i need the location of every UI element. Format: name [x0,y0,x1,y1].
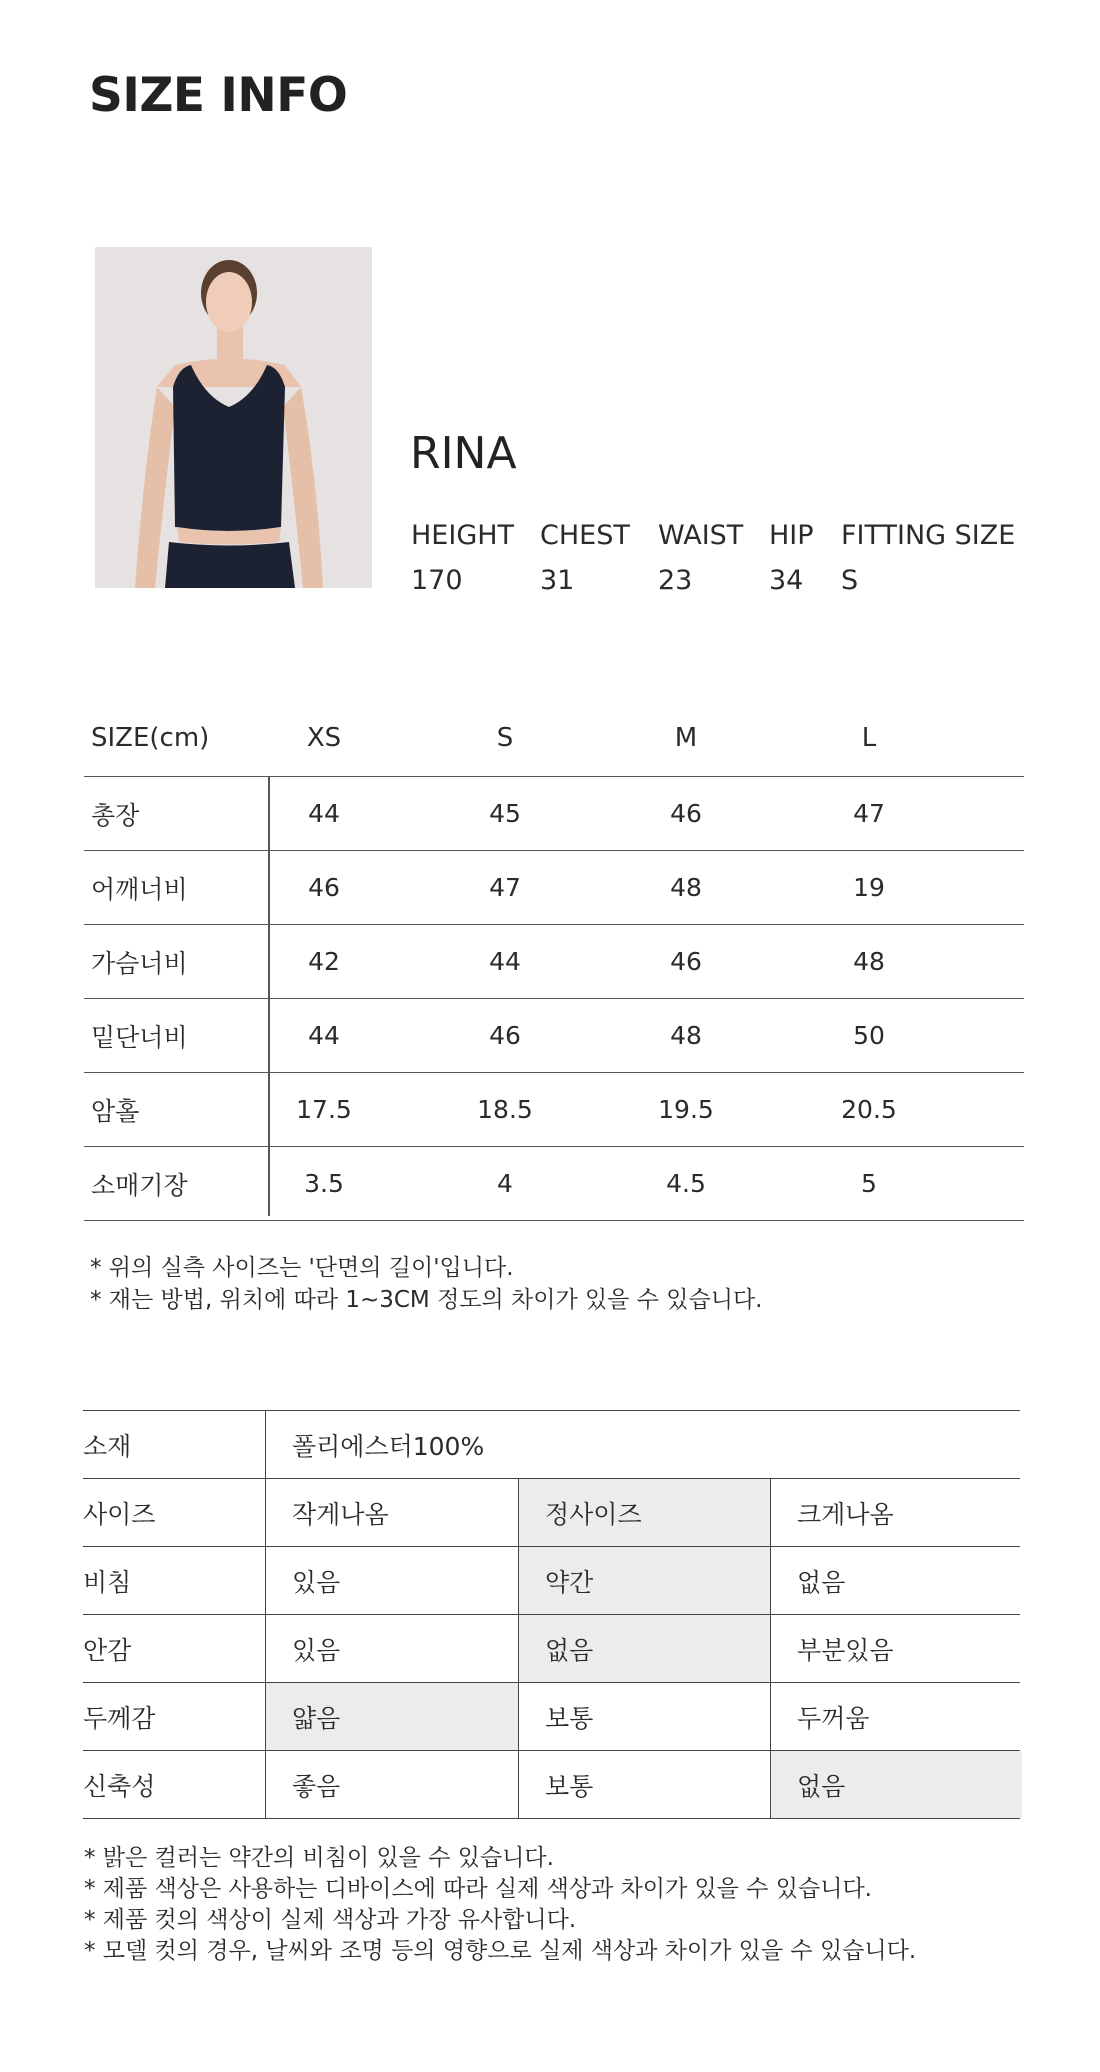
fabric-row [83,1615,1020,1683]
size-notes [90,1252,762,1316]
table-cell: 20.5 [841,1095,897,1124]
fabric-row [83,1547,1020,1615]
row-label: 총장 [91,800,140,830]
table-cell: 44 [308,799,340,828]
table-cell: 44 [489,947,521,976]
table-cell: 46 [670,799,702,828]
measure-label: FITTING SIZE [841,520,1016,551]
material-value: 폴리에스터100% [292,1431,485,1461]
model-photo [95,247,372,588]
fabric-option: 약간 [518,1547,770,1614]
model-measure-chest [540,520,630,596]
measure-label: HIP [769,520,814,551]
table-cell: 46 [489,1021,521,1050]
note-line: * 재는 방법, 위치에 따라 1~3CM 정도의 차이가 있을 수 있습니다. [90,1287,763,1313]
model-illustration [95,247,372,588]
fabric-option: 얇음 [266,1683,518,1750]
header-cell: SIZE(cm) [91,723,210,753]
table-row [84,777,1024,851]
row-label: 어깨너비 [91,874,188,904]
table-cell: 42 [308,947,340,976]
row-label: 밑단너비 [91,1022,188,1052]
table-cell: 47 [853,799,885,828]
header-cell: XS [306,723,342,753]
table-cell: 46 [308,873,340,902]
fabric-option: 보통 [518,1751,770,1818]
measure-value: 31 [540,565,575,596]
fabric-row-material [83,1411,1020,1479]
measure-label: HEIGHT [411,520,515,551]
row-label: 가슴너비 [91,948,188,978]
row-label: 안감 [83,1615,266,1682]
table-row [84,999,1024,1073]
measure-value: 23 [658,565,693,596]
table-cell: 17.5 [296,1095,352,1124]
table-row [84,1147,1024,1221]
size-table [84,700,1024,1221]
table-cell: 45 [489,799,521,828]
table-row [84,925,1024,999]
fabric-option: 두꺼움 [770,1683,1022,1750]
page-title: SIZE INFO [89,68,348,123]
row-label: 소매기장 [91,1170,188,1200]
row-label: 사이즈 [83,1479,266,1546]
table-row [84,851,1024,925]
note-line: * 제품 컷의 색상이 실제 색상과 가장 유사합니다. [84,1907,577,1933]
measure-value: 34 [769,565,804,596]
fabric-option: 있음 [292,1635,341,1665]
model-measure-fitting-size [841,520,1015,596]
header-cell: S [496,723,514,753]
fabric-option: 없음 [518,1615,770,1682]
note-line: * 밝은 컬러는 약간의 비침이 있을 수 있습니다. [84,1845,554,1871]
row-label: 암홀 [91,1096,140,1126]
table-cell: 50 [853,1021,885,1050]
row-label: 신축성 [83,1751,266,1818]
fabric-option: 없음 [770,1751,1022,1818]
model-measure-height [411,520,514,596]
table-cell: 48 [670,873,702,902]
table-cell: 47 [489,873,521,902]
fabric-row [83,1479,1020,1547]
fabric-table [83,1410,1020,1819]
fabric-row [83,1683,1020,1751]
row-label: 두께감 [83,1683,266,1750]
model-measure-hip [769,520,814,596]
table-cell: 5 [861,1169,877,1198]
note-line: * 모델 컷의 경우, 날씨와 조명 등의 영향으로 실제 색상과 차이가 있을 수 있습니다. [84,1938,917,1964]
header-cell: L [861,723,877,753]
table-cell: 18.5 [477,1095,533,1124]
header-cell: M [674,723,698,753]
table-cell: 4.5 [666,1169,706,1198]
fabric-option: 부분있음 [770,1615,1022,1682]
fabric-option: 정사이즈 [518,1479,770,1546]
note-line: * 제품 색상은 사용하는 디바이스에 따라 실제 색상과 차이가 있을 수 있습니다. [84,1876,872,1902]
table-cell: 3.5 [304,1169,344,1198]
fabric-row [83,1751,1020,1819]
table-cell: 48 [670,1021,702,1050]
fabric-option: 좋음 [292,1771,341,1801]
table-cell: 44 [308,1021,340,1050]
table-row [84,1073,1024,1147]
fabric-notes [84,1843,916,1967]
fabric-option: 크게나옴 [770,1479,1022,1546]
table-cell: 48 [853,947,885,976]
measure-label: WAIST [658,520,744,551]
fabric-option: 작게나옴 [292,1499,389,1529]
measure-label: CHEST [540,520,630,551]
model-measure-waist [658,520,743,596]
fabric-option: 있음 [292,1567,341,1597]
fabric-option: 없음 [770,1547,1022,1614]
table-cell: 46 [670,947,702,976]
row-label: 소재 [83,1411,266,1478]
table-cell: 19.5 [658,1095,714,1124]
model-name: RINA [410,428,517,479]
table-cell: 4 [497,1169,513,1198]
row-label: 비침 [83,1547,266,1614]
note-line: * 위의 실측 사이즈는 '단면의 길이'입니다. [90,1255,514,1281]
measure-value: 170 [411,565,463,596]
fabric-option: 보통 [518,1683,770,1750]
measure-value: S [841,565,859,596]
size-table-header [84,700,1024,777]
table-cell: 19 [853,873,885,902]
table-divider [268,776,270,1216]
